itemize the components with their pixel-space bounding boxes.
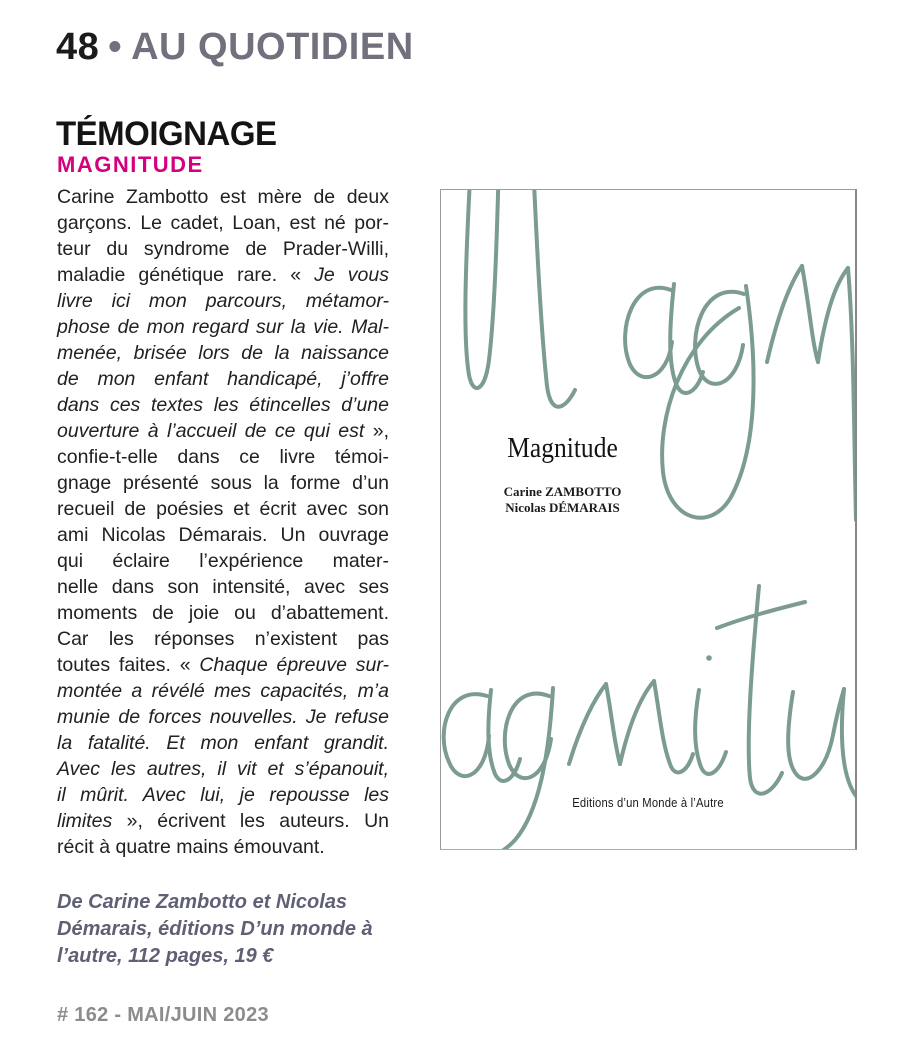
body-line: récit à quatre mains émouvant. — [57, 836, 325, 858]
body-line: la fatalité. Et mon enfant grandit. — [57, 732, 389, 754]
book-authors — [461, 484, 664, 516]
article-headline: MAGNITUDE — [57, 152, 204, 177]
body-line: menée, brisée lors de la naissance — [57, 342, 389, 364]
article-body — [57, 184, 389, 860]
body-line: recueil de poésies et écrit avec son — [57, 498, 389, 520]
body-line: maladie génétique rare. « Je vous — [57, 264, 389, 286]
credit-line: Démarais, éditions D’un monde à — [57, 918, 373, 940]
body-line: Carine Zambotto est mère de deux — [57, 186, 389, 208]
body-line: il mûrit. Avec lui, je repousse les — [57, 784, 389, 806]
running-head — [56, 26, 414, 69]
script-lettering-decoration — [441, 190, 856, 849]
book-publisher: Editions d’un Monde à l’Autre — [572, 796, 724, 810]
body-line: de mon enfant handicapé, j’offre — [57, 368, 389, 390]
body-line: Avec les autres, il vit et s’épanouit, — [57, 758, 389, 780]
body-line: toutes faites. « Chaque épreuve sur- — [57, 654, 389, 676]
book-cover-image — [440, 189, 857, 850]
article-credit — [57, 889, 373, 970]
body-line: munie de forces nouvelles. Je refuse — [57, 706, 389, 728]
body-line: livre ici mon parcours, métamor- — [57, 290, 389, 312]
body-line: qui éclaire l’expérience mater- — [57, 550, 389, 572]
body-line: ouverture à l’accueil de ce qui est », — [57, 420, 389, 442]
credit-line: l’autre, 112 pages, 19 € — [57, 945, 274, 967]
body-line: Car les réponses n’existent pas — [57, 628, 389, 650]
credit-line: De Carine Zambotto et Nicolas — [57, 891, 348, 913]
body-line: limites », écrivent les auteurs. Un — [57, 810, 389, 832]
body-line: moments de joie ou d’abattement. — [57, 602, 389, 624]
body-line: teur du syndrome de Prader-Willi, — [57, 238, 389, 260]
body-line: gnage présenté sous la forme d’un — [57, 472, 389, 494]
article-kicker: TÉMOIGNAGE — [56, 115, 277, 153]
body-line: phose de mon regard sur la vie. Mal- — [57, 316, 389, 338]
body-line: garçons. Le cadet, Loan, est né por- — [57, 212, 389, 234]
body-line: ami Nicolas Démarais. Un ouvrage — [57, 524, 389, 546]
script-word-top — [465, 190, 856, 520]
body-line: montée a révélé mes capacités, m’a — [57, 680, 389, 702]
page-number: 48 — [56, 26, 100, 68]
book-author-line: Nicolas DÉMARAIS — [505, 500, 620, 515]
body-line: confie-t-elle dans ce livre témoi- — [57, 446, 389, 468]
book-author-line: Carine ZAMBOTTO — [503, 484, 622, 499]
issue-footer: # 162 - MAI/JUIN 2023 — [57, 1004, 269, 1026]
body-line: nelle dans son intensité, avec ses — [57, 576, 389, 598]
body-line: dans ces textes les étincelles d’une — [57, 394, 389, 416]
bullet-separator: • — [108, 26, 123, 68]
section-title: AU QUOTIDIEN — [131, 26, 414, 68]
book-title: Magnitude — [507, 432, 618, 464]
